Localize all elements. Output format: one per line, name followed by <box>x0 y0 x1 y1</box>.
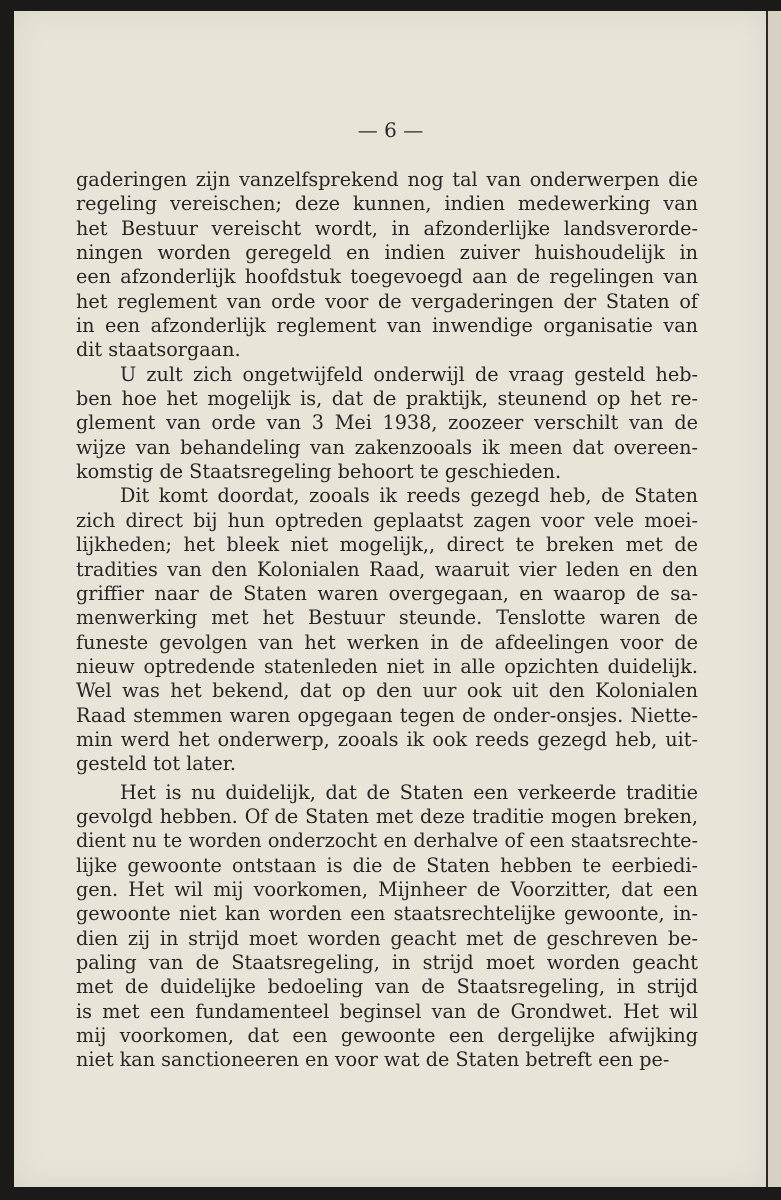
text-line: gen. Het wil mij voorkomen, Mijnheer de Voorzitter, dat een <box>76 877 698 901</box>
text-line: Wel was het bekend, dat op den uur ook uit den Kolonialen <box>76 679 698 703</box>
paragraph <box>76 363 698 485</box>
text-line: komstig de Staatsregeling behoort te geschieden. <box>76 460 562 484</box>
text-line: gevolgd hebben. Of de Staten met deze traditie mogen breken, <box>76 804 698 828</box>
text-line: gesteld tot later. <box>76 752 236 776</box>
paragraph <box>76 484 698 776</box>
paragraph <box>76 168 698 363</box>
text-line: min werd het onderwerp, zooals ik ook reeds gezegd heb, uit- <box>76 727 698 751</box>
text-line: gaderingen zijn vanzelfsprekend nog tal van onderwerpen die <box>76 168 698 191</box>
text-line: regeling vereischen; deze kunnen, indien medewerking van <box>76 192 698 216</box>
text-line: menwerking met het Bestuur steunde. Tenslotte waren de <box>76 606 698 630</box>
text-line: is met een fundamenteel beginsel van de Grondwet. Het wil <box>76 999 698 1023</box>
text-line: tradities van den Kolonialen Raad, waaruit vier leden en den <box>76 557 698 581</box>
body-text <box>76 168 698 1073</box>
text-line: mij voorkomen, dat een gewoonte een dergelijke afwijking <box>76 1024 698 1048</box>
text-line: Raad stemmen waren opgegaan tegen de onder-onsjes. Niette- <box>76 703 698 727</box>
page-edge <box>766 11 781 1187</box>
text-line: dien zij in strijd moet worden geacht met de geschreven be- <box>76 926 698 950</box>
text-line: in een afzonderlijk reglement van inwendige organisatie van <box>76 314 698 338</box>
text-line: gewoonte niet kan worden een staatsrechtelijke gewoonte, in- <box>76 902 698 926</box>
text-line: lijke gewoonte ontstaan is die de Staten hebben te eerbiedi- <box>76 853 698 877</box>
text-line: ben hoe het mogelijk is, dat de praktijk, steunend op het re- <box>76 387 698 411</box>
text-line: glement van orde van 3 Mei 1938, zoozeer verschilt van de <box>76 411 698 435</box>
text-line: met de duidelijke bedoeling van de Staatsregeling, in strijd <box>76 975 698 999</box>
text-line: het reglement van orde voor de vergaderingen der Staten of <box>76 289 698 313</box>
text-line: griffier naar de Staten waren overgegaan, en waarop de sa- <box>76 581 698 605</box>
text-line: U zult zich ongetwijfeld onderwijl de vraag gesteld heb- <box>120 362 698 386</box>
text-line: Dit komt doordat, zooals ik reeds gezegd heb, de Staten <box>120 484 698 508</box>
page-number: — 6 — <box>357 118 424 142</box>
text-line: nieuw optredende statenleden niet in alle opzichten duidelijk. <box>76 654 698 678</box>
text-line: dient nu te worden onderzocht en derhalve of een staatsrechte- <box>76 829 698 853</box>
text-line: funeste gevolgen van het werken in de afdeelingen voor de <box>76 630 698 654</box>
text-line: dit staatsorgaan. <box>76 338 241 362</box>
text-line: niet kan sanctioneeren en voor wat de Staten betreft een pe- <box>76 1048 670 1072</box>
text-line: ningen worden geregeld en indien zuiver huishoudelijk in <box>76 241 698 265</box>
text-line: een afzonderlijk hoofdstuk toegevoegd aan de regelingen van <box>76 265 698 289</box>
text-line: paling van de Staatsregeling, in strijd moet worden geacht <box>76 951 698 974</box>
paragraph <box>76 781 698 1073</box>
text-line: Het is nu duidelijk, dat de Staten een verkeerde traditie <box>120 780 698 804</box>
text-line: lijkheden; het bleek niet mogelijk,, direct te breken met de <box>76 533 698 557</box>
text-line: zich direct bij hun optreden geplaatst zagen voor vele moei- <box>76 508 698 532</box>
text-line: wijze van behandeling van zakenzooals ik meen dat overeen- <box>76 435 698 459</box>
text-line: het Bestuur vereischt wordt, in afzonderlijke landsverorde- <box>76 216 698 240</box>
